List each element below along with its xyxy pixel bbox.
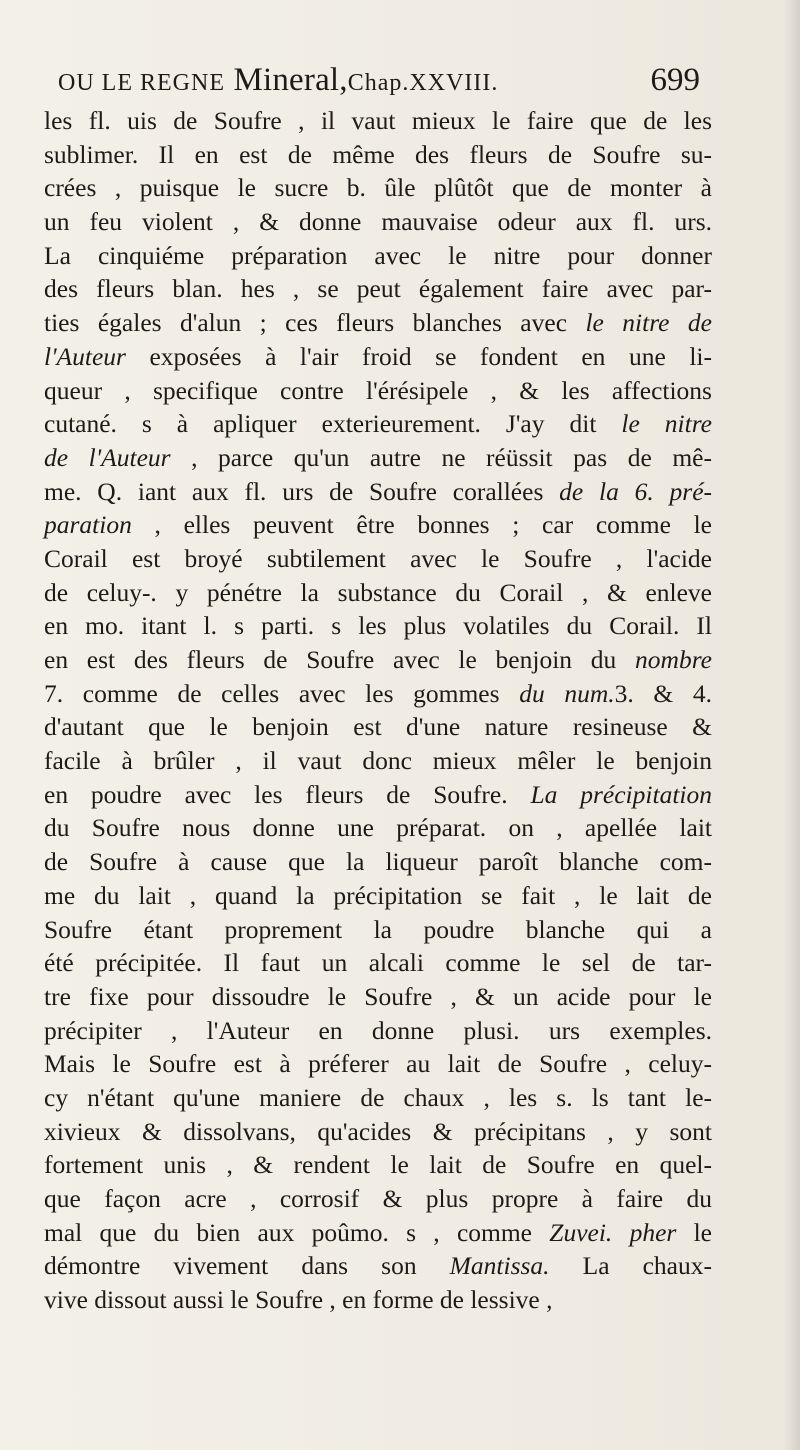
text-line — [44, 609, 712, 643]
text-line — [44, 1216, 712, 1250]
line-text: tre fixe pour dissoudre le Soufre , & un acide pour le — [44, 981, 712, 1011]
line-text: La cinquiéme préparation avec le nitre pour donner — [44, 240, 712, 270]
text-line — [44, 980, 712, 1014]
line-text: , elles peuvent être bonnes ; car comme le — [131, 510, 712, 540]
line-text: La chaux- — [549, 1251, 712, 1281]
line-text: me du lait , quand la précipitation se fait , le lait de — [44, 880, 712, 910]
text-line — [44, 1249, 712, 1283]
line-text: xivieux & dissolvans, qu'acides & précipitans , y sont — [44, 1116, 712, 1146]
running-head-ou-le-regne: OU LE REGNE — [58, 70, 225, 96]
text-line — [44, 1047, 712, 1081]
line-text: des fleurs blan. hes , se peut également faire avec par- — [44, 274, 712, 304]
text-line — [44, 778, 712, 812]
text-line — [44, 508, 712, 542]
line-text: queur , specifique contre l'érésipele , & les affections — [44, 375, 712, 405]
text-line — [44, 913, 712, 947]
italic-phrase: La précipitation — [530, 779, 712, 809]
line-text: mal que du bien aux poûmo. s , comme — [44, 1217, 550, 1247]
line-text: en est des fleurs de Soufre avec le benjoin du — [44, 645, 636, 674]
text-line — [44, 576, 712, 610]
italic-phrase: l'Auteur — [44, 341, 126, 371]
text-line — [44, 542, 712, 576]
line-text: exposées à l'air froid se fondent en une li- — [125, 341, 712, 371]
line-text: ties égales d'alun ; ces fleurs blanches avec — [44, 308, 586, 338]
running-head-chapter: Chap.XXVIII. — [347, 70, 499, 96]
italic-phrase: de la 6. pré- — [559, 476, 712, 506]
text-line — [44, 710, 712, 744]
text-line — [44, 845, 712, 879]
line-text: du Soufre nous donne une préparat. on , apellée lait — [44, 813, 712, 843]
body-text — [44, 104, 712, 1317]
text-line — [44, 306, 712, 340]
line-text: de celuy-. y pénétre la substance du Corail , & enleve — [44, 577, 712, 607]
line-text: en mo. itant l. s parti. s les plus volatiles du Corail. Il — [44, 611, 712, 641]
line-text: été précipitée. Il faut un alcali comme le sel de tar- — [44, 948, 712, 978]
italic-phrase: paration — [44, 510, 132, 540]
text-line — [44, 374, 712, 408]
text-line — [44, 407, 712, 441]
line-text: un feu violent , & donne mauvaise odeur aux fl. urs. — [44, 207, 712, 237]
line-text: de Soufre à cause que la liqueur paroît blanche com- — [44, 847, 712, 877]
line-text: démontre vivement dans son — [44, 1251, 450, 1281]
line-text: Soufre étant proprement la poudre blanche qui a — [44, 914, 712, 944]
text-line — [44, 1115, 712, 1149]
italic-phrase: de l'Auteur — [44, 442, 171, 472]
text-line — [44, 1182, 712, 1216]
line-text: , parce qu'un autre ne réüssit pas de mê- — [170, 442, 712, 472]
italic-phrase: Mantissa. — [449, 1251, 550, 1281]
text-line — [44, 138, 712, 172]
line-text: en poudre avec les fleurs de Soufre. — [44, 779, 531, 809]
italic-phrase: nombre — [635, 645, 712, 674]
line-text: fortement unis , & rendent le lait de Soufre en quel- — [44, 1150, 712, 1180]
italic-phrase: du num. — [519, 678, 615, 708]
text-line — [44, 1283, 712, 1317]
text-line — [44, 205, 712, 239]
line-text: crées , puisque le sucre b. ûle plûtôt que de monter à — [44, 173, 712, 203]
line-text: les fl. uis de Soufre , il vaut mieux le faire que de les — [44, 106, 712, 135]
text-line — [44, 171, 712, 205]
text-line — [44, 643, 712, 677]
italic-phrase: Zuvei. pher — [549, 1217, 677, 1247]
text-line — [44, 1148, 712, 1182]
text-line — [44, 441, 712, 475]
line-text: précipiter , l'Auteur en donne plusi. urs exemples. — [44, 1015, 712, 1045]
italic-phrase: le nitre de — [585, 308, 713, 338]
text-line — [44, 272, 712, 306]
text-line — [44, 475, 712, 509]
text-line — [44, 879, 712, 913]
text-line — [44, 340, 712, 374]
text-line — [44, 239, 712, 273]
line-text: cy n'étant qu'une maniere de chaux , les s. ls tant le- — [44, 1082, 712, 1112]
text-line — [44, 1081, 712, 1115]
line-text: facile à brûler , il vaut donc mieux mêler le benjoin — [44, 746, 712, 776]
line-text: d'autant que le benjoin est d'une nature resineuse & — [44, 712, 712, 742]
line-text: le — [676, 1217, 713, 1247]
text-line — [44, 1014, 712, 1048]
text-line — [44, 811, 712, 845]
text-line — [44, 677, 712, 711]
running-head — [58, 58, 708, 102]
line-text: cutané. s à apliquer exterieurement. J'ay dit — [44, 409, 622, 439]
text-line — [44, 104, 712, 138]
line-text: me. Q. iant aux fl. urs de Soufre corallées — [44, 476, 560, 506]
text-line — [44, 744, 712, 778]
italic-phrase: le nitre — [621, 409, 712, 439]
line-text: 3. & 4. — [614, 678, 712, 708]
line-text: que façon acre , corrosif & plus propre à faire du — [44, 1184, 712, 1213]
line-text: 7. comme de celles avec les gommes — [44, 678, 520, 708]
line-text: sublimer. Il en est de même des fleurs de Soufre su- — [44, 139, 712, 169]
page-number: 699 — [650, 62, 700, 98]
line-text: Corail est broyé subtilement avec le Soufre , l'acide — [44, 543, 712, 573]
line-text: Mais le Soufre est à préferer au lait de Soufre , celuy- — [44, 1049, 712, 1079]
running-head-mineral: Mineral, — [233, 62, 348, 98]
text-line — [44, 946, 712, 980]
line-text: vive dissout aussi le Soufre , en forme de lessive , — [44, 1285, 553, 1315]
